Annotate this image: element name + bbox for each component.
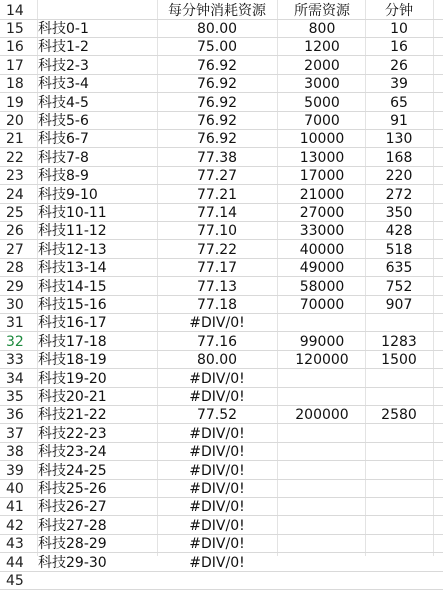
cell-minutes[interactable]: 518 <box>385 241 413 258</box>
cell-cost-per-minute[interactable]: 76.92 <box>196 94 238 111</box>
cell-required-resources[interactable] <box>278 535 366 553</box>
cell-minutes[interactable]: 65 <box>390 94 408 111</box>
cell-required-resources[interactable] <box>278 462 366 480</box>
table-row <box>0 222 443 240</box>
cell-minutes[interactable]: 39 <box>390 76 408 93</box>
cell-required-resources[interactable]: 7000 <box>304 113 340 129</box>
table-row <box>0 333 443 351</box>
cell-tech-name[interactable]: 科技11-12 <box>38 223 107 240</box>
cell-minutes[interactable] <box>366 498 432 516</box>
cell-tech-name[interactable]: 科技0-1 <box>38 21 89 37</box>
row-number[interactable]: 14 <box>6 3 24 19</box>
cell-cost-per-minute[interactable]: #DIV/0! <box>189 536 245 553</box>
row-number[interactable]: 41 <box>6 499 24 516</box>
cell-minutes[interactable]: 752 <box>385 278 413 295</box>
cell-required-resources[interactable] <box>278 554 366 572</box>
table-row <box>0 406 443 424</box>
cell-required-resources[interactable]: 200000 <box>295 407 349 424</box>
row-number[interactable]: 45 <box>6 573 24 589</box>
cell-required-resources[interactable]: 49000 <box>299 260 345 277</box>
table-row <box>0 388 443 406</box>
cell-minutes[interactable]: 635 <box>385 260 413 277</box>
table-row <box>0 186 443 204</box>
cell-tech-name[interactable]: 科技28-29 <box>38 536 107 553</box>
cell-required-resources[interactable]: 1200 <box>304 39 340 56</box>
row-number[interactable]: 38 <box>6 444 24 461</box>
row-number[interactable]: 18 <box>6 76 24 93</box>
cell-minutes[interactable]: 2580 <box>381 407 417 424</box>
cell-tech-name[interactable]: 科技20-21 <box>38 389 107 405</box>
cell-required-resources[interactable] <box>278 388 366 406</box>
cell-required-resources[interactable] <box>278 572 366 590</box>
cell-required-resources[interactable]: 58000 <box>299 278 345 295</box>
header-cell-minutes[interactable]: 分钟 <box>385 3 413 19</box>
cell-cost-per-minute[interactable]: 77.27 <box>196 168 238 185</box>
row-number[interactable]: 39 <box>6 462 24 479</box>
row-number[interactable]: 36 <box>6 407 24 424</box>
cell-cost-per-minute[interactable]: 77.10 <box>196 223 238 240</box>
table-row <box>0 535 443 553</box>
row-number[interactable]: 22 <box>6 149 24 166</box>
cell-tech-name[interactable]: 科技24-25 <box>38 462 107 479</box>
cell-required-resources[interactable] <box>278 370 366 388</box>
cell-tech-name[interactable]: 科技10-11 <box>38 205 107 221</box>
row-number[interactable]: 21 <box>6 131 24 148</box>
cell-minutes[interactable]: 130 <box>385 131 413 148</box>
cell-tech-name[interactable]: 科技6-7 <box>38 131 89 148</box>
cell-tech-name[interactable]: 科技15-16 <box>38 297 107 313</box>
cell-minutes[interactable] <box>366 517 432 535</box>
cell-cost-per-minute[interactable]: 77.38 <box>196 149 238 166</box>
cell-tech-name[interactable]: 科技2-3 <box>38 57 89 74</box>
cell-tech-name[interactable]: 科技9-10 <box>38 186 98 203</box>
cell-cost-per-minute[interactable]: 76.92 <box>196 113 238 129</box>
cell-tech-name[interactable]: 科技14-15 <box>38 278 107 295</box>
table-row <box>0 554 443 572</box>
row-number[interactable]: 43 <box>6 536 24 553</box>
cell-required-resources[interactable]: 120000 <box>295 352 349 369</box>
row-number[interactable]: 32 <box>6 333 24 350</box>
cell-tech-name[interactable]: 科技22-23 <box>38 425 107 442</box>
cell-cost-per-minute[interactable]: #DIV/0! <box>189 425 245 442</box>
cell-minutes[interactable]: 1283 <box>381 333 417 350</box>
cell-tech-name[interactable]: 科技12-13 <box>38 241 107 258</box>
cell-minutes[interactable] <box>366 425 432 443</box>
cell-required-resources[interactable]: 70000 <box>299 297 345 313</box>
cell-cost-per-minute[interactable]: 77.52 <box>196 407 238 424</box>
header-cell-required-resources[interactable]: 所需资源 <box>294 3 350 19</box>
header-row <box>0 2 443 20</box>
cell-minutes[interactable]: 91 <box>390 113 408 129</box>
cell-required-resources[interactable]: 21000 <box>299 186 345 203</box>
row-number[interactable]: 29 <box>6 278 24 295</box>
row-number[interactable]: 34 <box>6 370 24 387</box>
cell-cost-per-minute[interactable]: #DIV/0! <box>189 499 245 516</box>
table-row <box>0 278 443 296</box>
table-row <box>0 498 443 516</box>
cell-minutes[interactable]: 16 <box>390 39 408 56</box>
row-number[interactable]: 27 <box>6 241 24 258</box>
row-number[interactable]: 30 <box>6 297 24 313</box>
cell-cost-per-minute[interactable]: #DIV/0! <box>189 389 245 405</box>
cell-cost-per-minute[interactable]: #DIV/0! <box>189 517 245 534</box>
cell-minutes[interactable]: 1500 <box>381 352 417 369</box>
cell-cost-per-minute[interactable]: 77.14 <box>196 205 238 221</box>
cell-minutes[interactable]: 220 <box>385 168 413 185</box>
row-number[interactable]: 20 <box>6 113 24 129</box>
cell-required-resources[interactable]: 17000 <box>299 168 345 185</box>
row-number[interactable]: 35 <box>6 389 24 405</box>
cell-minutes[interactable] <box>366 314 432 332</box>
cell-minutes[interactable]: 350 <box>385 205 413 221</box>
cell-minutes[interactable] <box>366 554 432 572</box>
cell-cost-per-minute[interactable]: #DIV/0! <box>189 315 245 332</box>
cell-minutes[interactable]: 168 <box>385 149 413 166</box>
cell-tech-name[interactable]: 科技1-2 <box>38 39 89 56</box>
cell-required-resources[interactable] <box>278 498 366 516</box>
table-row <box>0 38 443 56</box>
cell-minutes[interactable] <box>366 535 432 553</box>
cell-cost-per-minute[interactable]: 77.21 <box>196 186 238 203</box>
table-row <box>0 167 443 185</box>
table-row <box>0 149 443 167</box>
cell-tech-name[interactable]: 科技8-9 <box>38 168 89 185</box>
row-number[interactable]: 28 <box>6 260 24 277</box>
row-number[interactable]: 16 <box>6 39 24 56</box>
cell-required-resources[interactable]: 5000 <box>304 94 340 111</box>
cell-tech-name[interactable]: 科技21-22 <box>38 407 107 424</box>
cell-tech-name[interactable]: 科技18-19 <box>38 352 107 369</box>
cell-tech-name[interactable]: 科技13-14 <box>38 260 107 277</box>
table-row <box>0 20 443 38</box>
table-row <box>0 572 443 590</box>
table-row <box>0 130 443 148</box>
cell-tech-name[interactable] <box>38 572 158 590</box>
cell-tech-name[interactable]: 科技5-6 <box>38 113 89 129</box>
row-number[interactable]: 25 <box>6 205 24 221</box>
row-number[interactable]: 24 <box>6 186 24 203</box>
table-row <box>0 75 443 93</box>
cell-minutes[interactable]: 428 <box>385 223 413 240</box>
cell-minutes[interactable]: 26 <box>390 57 408 74</box>
cell-required-resources[interactable]: 99000 <box>299 333 345 350</box>
cell-minutes[interactable]: 10 <box>390 21 408 37</box>
cell-required-resources[interactable]: 40000 <box>299 241 345 258</box>
header-cell-name[interactable] <box>38 2 158 20</box>
cell-minutes[interactable] <box>366 480 432 498</box>
row-number[interactable]: 42 <box>6 517 24 534</box>
cell-tech-name[interactable]: 科技25-26 <box>38 481 107 497</box>
cell-cost-per-minute[interactable] <box>158 572 276 590</box>
cell-cost-per-minute[interactable]: #DIV/0! <box>189 481 245 497</box>
row-number[interactable]: 15 <box>6 21 24 37</box>
table-row <box>0 370 443 388</box>
cell-required-resources[interactable]: 2000 <box>304 57 340 74</box>
cell-tech-name[interactable]: 科技3-4 <box>38 76 89 93</box>
table-row <box>0 94 443 112</box>
cell-cost-per-minute[interactable]: 80.00 <box>196 21 238 37</box>
cell-tech-name[interactable]: 科技29-30 <box>38 554 107 571</box>
table-row <box>0 351 443 369</box>
table-row <box>0 57 443 75</box>
cell-cost-per-minute[interactable]: #DIV/0! <box>189 370 245 387</box>
cell-cost-per-minute[interactable]: #DIV/0! <box>189 554 245 571</box>
cell-required-resources[interactable] <box>278 425 366 443</box>
cell-tech-name[interactable]: 科技27-28 <box>38 517 107 534</box>
header-cell-cost-per-minute[interactable]: 每分钟消耗资源 <box>168 3 266 19</box>
cell-cost-per-minute[interactable]: 76.92 <box>196 57 238 74</box>
cell-minutes[interactable] <box>366 462 432 480</box>
cell-minutes[interactable] <box>366 388 432 406</box>
row-number[interactable]: 31 <box>6 315 24 332</box>
cell-cost-per-minute[interactable]: 76.92 <box>196 131 238 148</box>
cell-tech-name[interactable]: 科技17-18 <box>38 333 107 350</box>
table-row <box>0 480 443 498</box>
table-row <box>0 259 443 277</box>
cell-cost-per-minute[interactable]: 77.17 <box>196 260 238 277</box>
table-row <box>0 241 443 259</box>
cell-tech-name[interactable]: 科技26-27 <box>38 499 107 516</box>
cell-minutes[interactable]: 272 <box>385 186 413 203</box>
cell-required-resources[interactable] <box>278 480 366 498</box>
cell-minutes[interactable] <box>366 443 432 461</box>
cell-tech-name[interactable]: 科技23-24 <box>38 444 107 461</box>
cell-cost-per-minute[interactable]: 77.18 <box>196 297 238 313</box>
cell-required-resources[interactable]: 33000 <box>299 223 345 240</box>
row-number[interactable]: 40 <box>6 481 24 497</box>
table-row <box>0 314 443 332</box>
cell-tech-name[interactable]: 科技16-17 <box>38 315 107 332</box>
table-row <box>0 204 443 222</box>
cell-required-resources[interactable]: 13000 <box>299 149 345 166</box>
cell-minutes[interactable]: 907 <box>385 297 413 313</box>
table-row <box>0 425 443 443</box>
cell-minutes[interactable] <box>366 370 432 388</box>
cell-cost-per-minute[interactable]: 77.16 <box>196 333 238 350</box>
cell-required-resources[interactable]: 800 <box>308 21 336 37</box>
cell-cost-per-minute[interactable]: #DIV/0! <box>189 444 245 461</box>
cell-tech-name[interactable]: 科技7-8 <box>38 149 89 166</box>
cell-required-resources[interactable] <box>278 314 366 332</box>
row-number[interactable]: 33 <box>6 352 24 369</box>
cell-required-resources[interactable]: 27000 <box>299 205 345 221</box>
cell-cost-per-minute[interactable]: 75.00 <box>196 39 238 56</box>
row-number[interactable]: 37 <box>6 425 24 442</box>
cell-cost-per-minute[interactable]: 77.22 <box>196 241 238 258</box>
cell-cost-per-minute[interactable]: 80.00 <box>196 352 238 369</box>
cell-required-resources[interactable] <box>278 443 366 461</box>
table-row <box>0 296 443 314</box>
cell-minutes[interactable] <box>366 572 432 590</box>
row-number[interactable]: 23 <box>6 168 24 185</box>
cell-tech-name[interactable]: 科技4-5 <box>38 94 89 111</box>
row-number[interactable]: 17 <box>6 57 24 74</box>
cell-tech-name[interactable]: 科技19-20 <box>38 370 107 387</box>
row-number[interactable]: 26 <box>6 223 24 240</box>
cell-required-resources[interactable]: 3000 <box>304 76 340 93</box>
cell-cost-per-minute[interactable]: #DIV/0! <box>189 462 245 479</box>
row-number[interactable]: 19 <box>6 94 24 111</box>
cell-required-resources[interactable] <box>278 517 366 535</box>
row-number[interactable]: 44 <box>6 554 24 571</box>
cell-cost-per-minute[interactable]: 76.92 <box>196 76 238 93</box>
table-row <box>0 462 443 480</box>
cell-cost-per-minute[interactable]: 77.13 <box>196 278 238 295</box>
table-row <box>0 443 443 461</box>
cell-required-resources[interactable]: 10000 <box>299 131 345 148</box>
table-row <box>0 517 443 535</box>
table-row <box>0 112 443 130</box>
